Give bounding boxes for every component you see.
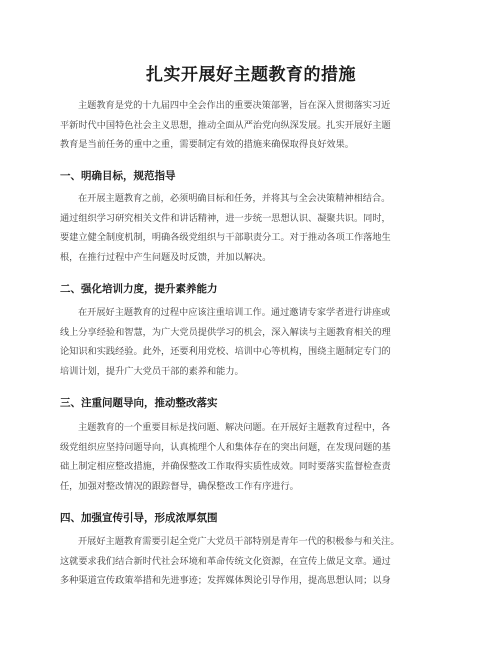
paragraph-line: 培训计划，提升广大党员干部的素养和能力。: [60, 366, 244, 378]
paragraph-line: 任，加强对整改情况的跟踪督导，确保整改工作有序进行。: [60, 481, 299, 493]
paragraph-line: 这就要求我们结合新时代社会环境和革命传统文化资源，在宣传上做足文章。通过: [60, 555, 391, 567]
section-heading-2: 二、强化培训力度，提升素养能力: [60, 283, 218, 295]
section-paragraph-3: [60, 418, 442, 497]
paragraph-line: 根，在推行过程中产生问题及时反馈，并加以解决。: [60, 252, 272, 264]
section-paragraph-1: [60, 189, 442, 268]
section-heading-4: 四、加强宣传引导，形成浓厚氛围: [60, 512, 218, 524]
paragraph-line: 级党组织应坚持问题导向，认真梳理个人和集体存在的突出问题，在发现问题的基: [60, 441, 391, 453]
section-heading-3: 三、注重问题导向，推动整改落实: [60, 397, 218, 409]
paragraph-line: 论知识和实践经验。此外，还要利用党校、培训中心等机构，围绕主题制定专门的: [60, 346, 391, 358]
paragraph-line: 在开展主题教育之前，必须明确目标和任务，并将其与全会决策精神相结合。: [78, 193, 391, 204]
paragraph-line: 在开展好主题教育的过程中应该注重培训工作。通过邀请专家学者进行讲座或: [78, 307, 391, 318]
intro-line: 教育是当前任务的重中之重，需要制定有效的措施来确保取得良好效果。: [60, 139, 354, 151]
section-paragraph-2: [60, 303, 442, 382]
paragraph-line: 线上分享经验和智慧，为广大党员提供学习的机会，深入解读与主题教育相关的理: [60, 326, 391, 338]
section-heading-1: 一、明确目标，规范指导: [60, 170, 176, 182]
paragraph-line: 主题教育的一个重要目标是找问题、解决问题。在开展好主题教育过程中，各: [78, 422, 391, 433]
paragraph-line: 开展好主题教育需要引起全党广大党员干部特别是青年一代的积极参与和关注。: [78, 536, 400, 547]
paragraph-line: 要建立健全制度机制，明确各级党组织与干部职责分工。对于推动各项工作落地生: [60, 232, 391, 244]
section-paragraph-4: [60, 532, 442, 591]
document-title: 扎实开展好主题教育的措施: [146, 65, 356, 85]
paragraph-line: 通过组织学习研究相关文件和讲话精神，进一步统一思想认识、凝聚共识。同时，: [60, 212, 391, 224]
intro-paragraph: [60, 96, 442, 155]
intro-line: 平新时代中国特色社会主义思想，推动全面从严治党向纵深发展。扎实开展好主题: [60, 119, 391, 131]
intro-line: 主题教育是党的十九届四中全会作出的重要决策部署，旨在深入贯彻落实习近: [78, 100, 391, 111]
paragraph-line: 础上制定相应整改措施，并确保整改工作取得实质性成效。同时要落实监督检查责: [60, 461, 391, 473]
paragraph-line: 多种渠道宣传政策举措和先进事迹；发挥媒体舆论引导作用，提高思想认同；以身: [60, 575, 391, 587]
